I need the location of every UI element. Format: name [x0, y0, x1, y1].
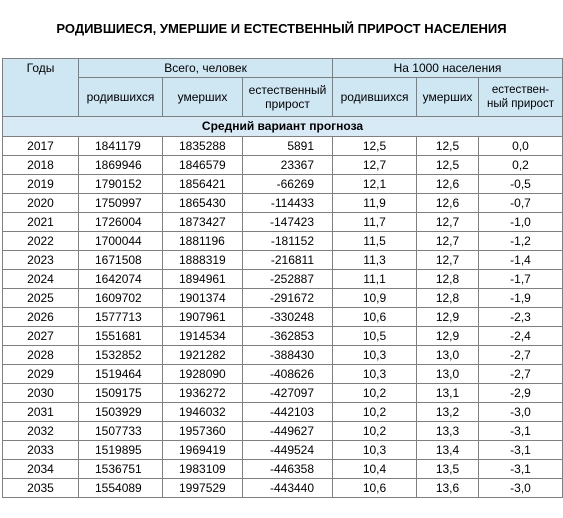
died-rate-cell: 12,6: [417, 175, 479, 194]
natural-growth-rate-cell: -2,3: [479, 308, 563, 327]
natural-growth-rate-cell: -3,1: [479, 460, 563, 479]
died-rate-cell: 12,7: [417, 213, 479, 232]
header-total-group: Всего, человек: [79, 59, 333, 78]
born-rate-cell: 10,2: [333, 384, 417, 403]
natural-growth-cell: -442103: [243, 403, 333, 422]
born-cell: 1750997: [79, 194, 163, 213]
table-row: [3, 251, 563, 270]
natural-growth-cell: -408626: [243, 365, 333, 384]
born-cell: 1532852: [79, 346, 163, 365]
born-rate-cell: 12,1: [333, 175, 417, 194]
year-cell: 2024: [3, 270, 79, 289]
header-died-rate: умерших: [417, 78, 479, 117]
year-cell: 2028: [3, 346, 79, 365]
natural-growth-rate-cell: -2,9: [479, 384, 563, 403]
died-rate-cell: 13,5: [417, 460, 479, 479]
born-cell: 1841179: [79, 137, 163, 156]
table-row: [3, 441, 563, 460]
header-died: умерших: [163, 78, 243, 117]
page-title: РОДИВШИЕСЯ, УМЕРШИЕ И ЕСТЕСТВЕННЫЙ ПРИРОСТ НАСЕЛЕНИЯ: [56, 21, 507, 36]
died-rate-cell: 12,9: [417, 308, 479, 327]
born-rate-cell: 12,7: [333, 156, 417, 175]
header-natural-growth-rate-line2: ный прирост: [486, 98, 555, 110]
table-row: [3, 460, 563, 479]
natural-growth-rate-cell: -1,4: [479, 251, 563, 270]
natural-growth-rate-cell: -2,7: [479, 365, 563, 384]
born-cell: 1642074: [79, 270, 163, 289]
table-row: [3, 346, 563, 365]
died-cell: 1907961: [163, 308, 243, 327]
died-rate-cell: 12,5: [417, 156, 479, 175]
table-row: [3, 327, 563, 346]
born-cell: 1726004: [79, 213, 163, 232]
natural-growth-cell: 5891: [243, 137, 333, 156]
year-cell: 2027: [3, 327, 79, 346]
born-rate-cell: 10,6: [333, 308, 417, 327]
died-cell: 1835288: [163, 137, 243, 156]
died-cell: 1894961: [163, 270, 243, 289]
table-row: [3, 289, 563, 308]
population-table: [2, 58, 563, 498]
died-rate-cell: 13,0: [417, 346, 479, 365]
born-rate-cell: 10,3: [333, 346, 417, 365]
born-rate-cell: 10,5: [333, 327, 417, 346]
died-rate-cell: 13,4: [417, 441, 479, 460]
born-cell: 1519895: [79, 441, 163, 460]
natural-growth-rate-cell: -3,1: [479, 422, 563, 441]
year-cell: 2025: [3, 289, 79, 308]
born-rate-cell: 12,5: [333, 137, 417, 156]
died-rate-cell: 13,1: [417, 384, 479, 403]
born-cell: 1503929: [79, 403, 163, 422]
born-cell: 1519464: [79, 365, 163, 384]
born-rate-cell: 10,3: [333, 441, 417, 460]
table-row: [3, 270, 563, 289]
natural-growth-rate-cell: -1,2: [479, 232, 563, 251]
header-natural-growth-line1: естественный: [248, 83, 327, 97]
died-cell: 1846579: [163, 156, 243, 175]
died-rate-cell: 13,6: [417, 479, 479, 498]
table-row: [3, 479, 563, 498]
born-rate-cell: 10,4: [333, 460, 417, 479]
died-cell: 1928090: [163, 365, 243, 384]
died-cell: 1946032: [163, 403, 243, 422]
died-rate-cell: 12,8: [417, 289, 479, 308]
natural-growth-rate-cell: -1,0: [479, 213, 563, 232]
died-rate-cell: 12,8: [417, 270, 479, 289]
year-cell: 2023: [3, 251, 79, 270]
natural-growth-rate-cell: -0,7: [479, 194, 563, 213]
born-rate-cell: 11,9: [333, 194, 417, 213]
natural-growth-cell: -66269: [243, 175, 333, 194]
born-rate-cell: 11,5: [333, 232, 417, 251]
died-rate-cell: 13,0: [417, 365, 479, 384]
born-cell: 1700044: [79, 232, 163, 251]
born-cell: 1536751: [79, 460, 163, 479]
died-rate-cell: 12,9: [417, 327, 479, 346]
header-born-rate: родившихся: [333, 78, 417, 117]
died-rate-cell: 13,2: [417, 403, 479, 422]
forecast-variant-label: Средний вариант прогноза: [3, 117, 563, 137]
born-rate-cell: 11,7: [333, 213, 417, 232]
born-rate-cell: 10,3: [333, 365, 417, 384]
table-row: [3, 175, 563, 194]
subheader-row: [3, 117, 563, 137]
died-cell: 1914534: [163, 327, 243, 346]
died-cell: 1921282: [163, 346, 243, 365]
year-cell: 2022: [3, 232, 79, 251]
table-row: [3, 156, 563, 175]
header-natural-growth-line2: прирост: [265, 97, 310, 111]
natural-growth-rate-cell: -1,7: [479, 270, 563, 289]
died-cell: 1888319: [163, 251, 243, 270]
born-cell: 1790152: [79, 175, 163, 194]
born-cell: 1577713: [79, 308, 163, 327]
natural-growth-cell: -443440: [243, 479, 333, 498]
year-cell: 2035: [3, 479, 79, 498]
born-cell: 1554089: [79, 479, 163, 498]
natural-growth-cell: -114433: [243, 194, 333, 213]
natural-growth-cell: -362853: [243, 327, 333, 346]
table-row: [3, 308, 563, 327]
born-rate-cell: 10,6: [333, 479, 417, 498]
natural-growth-cell: -427097: [243, 384, 333, 403]
born-rate-cell: 11,1: [333, 270, 417, 289]
natural-growth-rate-cell: 0,0: [479, 137, 563, 156]
died-cell: 1983109: [163, 460, 243, 479]
born-rate-cell: 11,3: [333, 251, 417, 270]
natural-growth-rate-cell: -3,1: [479, 441, 563, 460]
died-cell: 1856421: [163, 175, 243, 194]
header-born: родившихся: [79, 78, 163, 117]
natural-growth-cell: 23367: [243, 156, 333, 175]
header-per1000-group: На 1000 населения: [333, 59, 563, 78]
table-row: [3, 403, 563, 422]
died-rate-cell: 12,7: [417, 232, 479, 251]
header-years: Годы: [3, 59, 79, 117]
year-cell: 2033: [3, 441, 79, 460]
year-cell: 2032: [3, 422, 79, 441]
table-row: [3, 384, 563, 403]
table-row: [3, 194, 563, 213]
year-cell: 2017: [3, 137, 79, 156]
died-cell: 1873427: [163, 213, 243, 232]
natural-growth-cell: -449524: [243, 441, 333, 460]
natural-growth-rate-cell: -1,9: [479, 289, 563, 308]
died-cell: 1997529: [163, 479, 243, 498]
natural-growth-rate-cell: -0,5: [479, 175, 563, 194]
table-row: [3, 213, 563, 232]
died-rate-cell: 12,7: [417, 251, 479, 270]
table-body: [3, 137, 563, 498]
year-cell: 2021: [3, 213, 79, 232]
year-cell: 2020: [3, 194, 79, 213]
born-cell: 1551681: [79, 327, 163, 346]
born-cell: 1507733: [79, 422, 163, 441]
natural-growth-cell: -216811: [243, 251, 333, 270]
natural-growth-rate-cell: -2,7: [479, 346, 563, 365]
table-row: [3, 232, 563, 251]
year-cell: 2030: [3, 384, 79, 403]
born-rate-cell: 10,2: [333, 422, 417, 441]
header-natural-growth: [243, 78, 333, 117]
year-cell: 2034: [3, 460, 79, 479]
born-cell: 1509175: [79, 384, 163, 403]
natural-growth-cell: -449627: [243, 422, 333, 441]
died-cell: 1957360: [163, 422, 243, 441]
natural-growth-rate-cell: -3,0: [479, 403, 563, 422]
born-cell: 1869946: [79, 156, 163, 175]
year-cell: 2031: [3, 403, 79, 422]
year-cell: 2029: [3, 365, 79, 384]
header-natural-growth-rate: [479, 78, 563, 117]
died-cell: 1901374: [163, 289, 243, 308]
year-cell: 2019: [3, 175, 79, 194]
natural-growth-cell: -388430: [243, 346, 333, 365]
natural-growth-cell: -330248: [243, 308, 333, 327]
table-row: [3, 422, 563, 441]
natural-growth-rate-cell: -3,0: [479, 479, 563, 498]
natural-growth-rate-cell: 0,2: [479, 156, 563, 175]
died-rate-cell: 12,5: [417, 137, 479, 156]
born-cell: 1609702: [79, 289, 163, 308]
died-rate-cell: 12,6: [417, 194, 479, 213]
header-natural-growth-rate-line1: естествен-: [491, 84, 550, 96]
year-cell: 2026: [3, 308, 79, 327]
year-cell: 2018: [3, 156, 79, 175]
died-cell: 1881196: [163, 232, 243, 251]
born-rate-cell: 10,9: [333, 289, 417, 308]
died-cell: 1969419: [163, 441, 243, 460]
natural-growth-cell: -446358: [243, 460, 333, 479]
natural-growth-cell: -252887: [243, 270, 333, 289]
table-row: [3, 365, 563, 384]
header-row-columns: [3, 78, 563, 117]
born-cell: 1671508: [79, 251, 163, 270]
table-row: [3, 137, 563, 156]
died-cell: 1865430: [163, 194, 243, 213]
natural-growth-cell: -181152: [243, 232, 333, 251]
died-rate-cell: 13,3: [417, 422, 479, 441]
died-cell: 1936272: [163, 384, 243, 403]
header-row-groups: [3, 59, 563, 78]
natural-growth-cell: -147423: [243, 213, 333, 232]
natural-growth-rate-cell: -2,4: [479, 327, 563, 346]
natural-growth-cell: -291672: [243, 289, 333, 308]
born-rate-cell: 10,2: [333, 403, 417, 422]
